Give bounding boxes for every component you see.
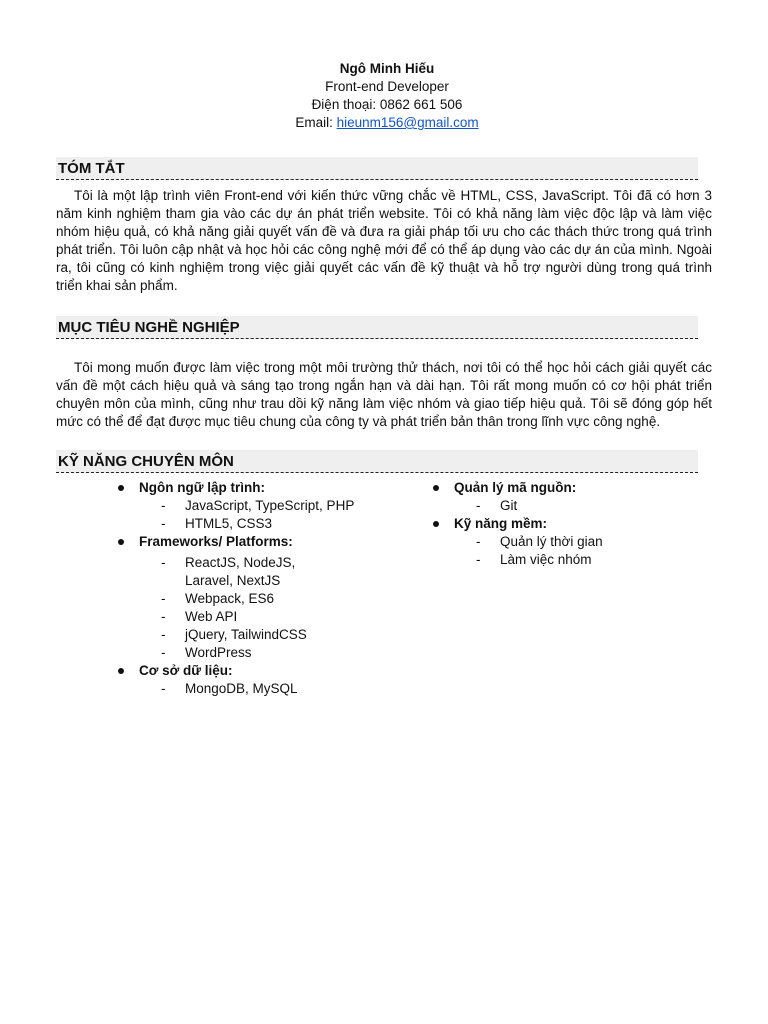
skill-item: - WordPress	[139, 644, 366, 662]
skill-group	[431, 515, 671, 569]
skill-group	[116, 662, 366, 698]
candidate-name: Ngô Minh Hiếu	[339, 61, 435, 76]
skill-list	[454, 497, 671, 515]
skill-item: - MongoDB, MySQL	[139, 680, 366, 698]
skill-group-label: Ngôn ngữ lập trình:	[139, 480, 266, 495]
skill-item: - Web API	[139, 608, 366, 626]
candidate-email-line	[76, 114, 698, 132]
skill-group	[116, 533, 366, 662]
skill-item: - JavaScript, TypeScript, PHP	[139, 497, 366, 515]
summary-paragraph: Tôi là một lập trình viên Front-end với kiến thức vững chắc về HTML, CSS, JavaScript. Tôi đã có hơn 3 năm kinh nghiệm tham gia vào các dự án phát triển website. Tôi có khả năng làm việc độc lập và làm việc nhóm hiệu quả, có khả năng giải quyết vấn đề và đưa ra giải pháp tối ưu cho các thách thức trong quá trình phát triển. Tôi luôn cập nhật và học hỏi các công nghệ mới để có thể áp dụng vào các dự án của mình. Ngoài ra, tôi cũng có kinh nghiệm trong việc giải quyết các vấn đề kỹ thuật và hỗ trợ người dùng trong quá trình triển khai sản phẩm.	[56, 188, 712, 293]
email-label: Email:	[295, 115, 337, 130]
skill-item: - jQuery, TailwindCSS	[139, 626, 366, 644]
resume-page	[56, 60, 712, 719]
skill-group	[116, 479, 366, 533]
candidate-phone: Điện thoại: 0862 661 506	[311, 97, 463, 112]
career-goal-paragraph: Tôi mong muốn được làm việc trong một môi trường thử thách, nơi tôi có thể học hỏi cách giải quyết các vấn đề một cách hiệu quả và sáng tạo trong ngắn hạn và dài hạn. Tôi rất mong muốn có cơ hội phát triển chuyên môn của mình, cũng như trau dồi kỹ năng làm việc nhóm và giao tiếp hiệu quả. Tôi sẽ đóng góp hết mức có thể để đạt được mục tiêu chung của công ty và phát triển bản thân trong lĩnh vực công nghệ.	[56, 360, 712, 429]
skill-group-label: Frameworks/ Platforms:	[139, 534, 293, 549]
skill-item: - Git	[454, 497, 671, 515]
skills-left-column	[116, 479, 366, 698]
skill-list	[139, 680, 366, 698]
section-summary-heading: TÓM TẮT	[56, 157, 698, 180]
skill-item: - Quản lý thời gian	[454, 533, 671, 551]
skill-list	[139, 554, 366, 662]
skills-right-column	[431, 479, 671, 569]
skill-item: - Làm việc nhóm	[454, 551, 671, 569]
skill-group-label: Cơ sở dữ liệu:	[139, 663, 233, 678]
skill-item: - Webpack, ES6	[139, 590, 366, 608]
skill-list	[454, 533, 671, 569]
skill-group-label: Kỹ năng mềm:	[454, 516, 548, 531]
skill-group	[431, 479, 671, 515]
skill-group-label: Quản lý mã nguồn:	[454, 480, 577, 495]
skills-columns	[56, 479, 698, 719]
section-skills-heading: KỸ NĂNG CHUYÊN MÔN	[56, 450, 698, 473]
candidate-role: Front-end Developer	[325, 79, 449, 94]
email-link[interactable]: hieunm156@gmail.com	[336, 115, 479, 130]
skill-list	[139, 497, 366, 533]
skill-item: - HTML5, CSS3	[139, 515, 366, 533]
skill-item: - ReactJS, NodeJS, Laravel, NextJS	[139, 554, 366, 590]
section-career-goal-heading: MỤC TIÊU NGHỀ NGHIỆP	[56, 316, 698, 339]
resume-header	[76, 60, 698, 132]
